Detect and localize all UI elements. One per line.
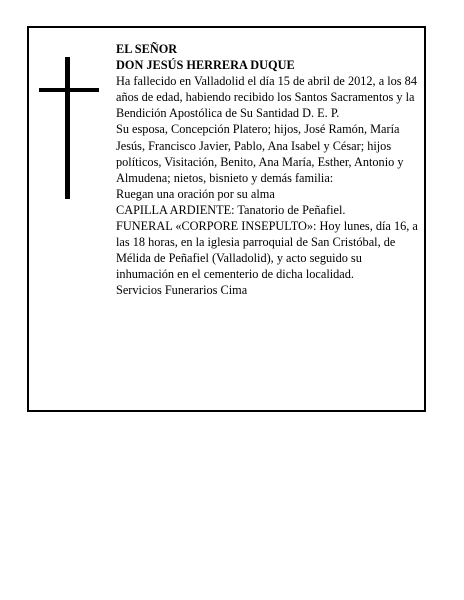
deceased-name: DON JESÚS HERRERA DUQUE <box>116 58 295 73</box>
death-announcement: Ha fallecido en Valladolid el día 15 de abril de 2012, a los 84 años de edad, habiendo recibido los Santos Sacramentos y la Bendición Apostólica de Su Santidad D. E. P. <box>116 74 417 121</box>
obituary-notice <box>27 26 426 412</box>
chapel-info: CAPILLA ARDIENTE: Tanatorio de Peñafiel. <box>116 202 346 217</box>
obituary-text <box>116 41 421 299</box>
funeral-services: Servicios Funerarios Cima <box>116 283 248 298</box>
latin-cross-icon <box>39 57 99 199</box>
cross-vertical-bar <box>65 57 70 199</box>
cross-horizontal-bar <box>39 88 99 92</box>
funeral-info: FUNERAL «CORPORE INSEPULTO»: Hoy lunes, día 16, a las 18 horas, en la iglesia parroquial de San Cristóbal, de Mélida de Peñafiel (Valladolid), y acto seguido su inhumación en el cementerio de dicha localidad. <box>116 219 418 282</box>
family-list: Su esposa, Concepción Platero; hijos, José Ramón, María Jesús, Francisco Javier, Pablo, Ana Isabel y César; hijos políticos, Visitación, Benito, Ana María, Esther, Antonio y Almudena; nietos, bisnieto y demás familia: <box>116 122 404 185</box>
heading-title: EL SEÑOR <box>116 42 178 56</box>
prayer-request: Ruegan una oración por su alma <box>116 186 275 201</box>
